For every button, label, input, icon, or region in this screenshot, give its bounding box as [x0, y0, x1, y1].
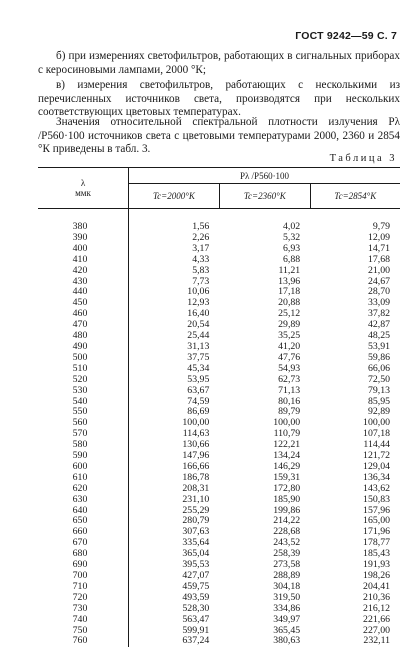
table-row	[38, 636, 400, 647]
cell-value: 53,95	[129, 375, 220, 386]
cell-value: 66,06	[310, 364, 400, 375]
cell-value: 130,66	[129, 440, 220, 451]
table-row	[38, 309, 400, 320]
cell-value: 85,95	[310, 397, 400, 408]
cell-wavelength: 570	[38, 429, 129, 440]
cell-value: 334,86	[219, 604, 310, 615]
cell-value: 110,79	[219, 429, 310, 440]
cell-wavelength: 720	[38, 593, 129, 604]
cell-value: 89,79	[219, 407, 310, 418]
cell-value: 86,69	[129, 407, 220, 418]
table-row	[38, 495, 400, 506]
cell-wavelength: 550	[38, 407, 129, 418]
cell-value: 198,26	[310, 571, 400, 582]
cell-value: 191,93	[310, 560, 400, 571]
cell-wavelength: 480	[38, 331, 129, 342]
cell-value: 335,64	[129, 538, 220, 549]
cell-wavelength: 620	[38, 484, 129, 495]
cell-value: 380,63	[219, 636, 310, 647]
cell-value: 129,04	[310, 462, 400, 473]
cell-value: 165,00	[310, 516, 400, 527]
cell-value: 31,13	[129, 342, 220, 353]
cell-value: 11,21	[219, 266, 310, 277]
column-group-header: Pλ /P560·100	[129, 168, 401, 184]
table-row	[38, 287, 400, 298]
cell-value: 42,87	[310, 320, 400, 331]
cell-value: 2,26	[129, 233, 220, 244]
cell-value: 459,75	[129, 582, 220, 593]
cell-value: 72,50	[310, 375, 400, 386]
cell-value: 29,89	[219, 320, 310, 331]
paragraph-intro	[38, 116, 400, 157]
cell-wavelength: 590	[38, 451, 129, 462]
cell-value: 6,93	[219, 244, 310, 255]
cell-value: 349,97	[219, 615, 310, 626]
cell-value: 100,00	[219, 418, 310, 429]
cell-wavelength: 440	[38, 287, 129, 298]
cell-value: 122,21	[219, 440, 310, 451]
table-row	[38, 538, 400, 549]
cell-value: 365,04	[129, 549, 220, 560]
column-header-2000: Tc=2000°К	[129, 184, 220, 209]
cell-value: 166,66	[129, 462, 220, 473]
cell-wavelength: 760	[38, 636, 129, 647]
table-row	[38, 298, 400, 309]
table-row	[38, 549, 400, 560]
cell-value: 216,12	[310, 604, 400, 615]
cell-value: 304,18	[219, 582, 310, 593]
cell-value: 80,16	[219, 397, 310, 408]
cell-value: 563,47	[129, 615, 220, 626]
table-spacer-row	[38, 209, 400, 223]
table-row	[38, 571, 400, 582]
cell-value: 37,82	[310, 309, 400, 320]
cell-value: 280,79	[129, 516, 220, 527]
cell-value: 107,18	[310, 429, 400, 440]
table-row	[38, 560, 400, 571]
cell-wavelength: 460	[38, 309, 129, 320]
data-table	[38, 167, 400, 647]
table-row	[38, 331, 400, 342]
cell-value: 17,18	[219, 287, 310, 298]
table-row	[38, 615, 400, 626]
table-row	[38, 527, 400, 538]
cell-value: 20,88	[219, 298, 310, 309]
cell-value: 4,33	[129, 255, 220, 266]
cell-value: 37,75	[129, 353, 220, 364]
cell-value: 365,45	[219, 626, 310, 637]
cell-value: 255,29	[129, 506, 220, 517]
table-label: Таблица 3	[330, 153, 397, 164]
cell-wavelength: 660	[38, 527, 129, 538]
lambda-symbol: λ	[38, 178, 128, 188]
cell-value: 228,68	[219, 527, 310, 538]
cell-value: 12,93	[129, 298, 220, 309]
cell-wavelength: 700	[38, 571, 129, 582]
table-row	[38, 516, 400, 527]
cell-value: 92,89	[310, 407, 400, 418]
table-row	[38, 484, 400, 495]
cell-wavelength: 580	[38, 440, 129, 451]
cell-value: 232,11	[310, 636, 400, 647]
cell-wavelength: 430	[38, 277, 129, 288]
cell-value: 178,77	[310, 538, 400, 549]
cell-value: 59,86	[310, 353, 400, 364]
cell-wavelength: 560	[38, 418, 129, 429]
cell-wavelength: 680	[38, 549, 129, 560]
cell-value: 157,96	[310, 506, 400, 517]
cell-wavelength: 380	[38, 222, 129, 233]
table-row	[38, 429, 400, 440]
cell-value: 100,00	[310, 418, 400, 429]
cell-value: 204,41	[310, 582, 400, 593]
cell-value: 134,24	[219, 451, 310, 462]
table-row	[38, 582, 400, 593]
cell-value: 146,29	[219, 462, 310, 473]
cell-value: 427,07	[129, 571, 220, 582]
cell-value: 208,31	[129, 484, 220, 495]
cell-value: 121,72	[310, 451, 400, 462]
cell-wavelength: 690	[38, 560, 129, 571]
cell-wavelength: 470	[38, 320, 129, 331]
table-row	[38, 353, 400, 364]
table-row	[38, 418, 400, 429]
table-row	[38, 255, 400, 266]
cell-wavelength: 390	[38, 233, 129, 244]
column-header-2360: Tc=2360°К	[219, 184, 310, 209]
cell-value: 35,25	[219, 331, 310, 342]
cell-value: 5,83	[129, 266, 220, 277]
table-row	[38, 593, 400, 604]
cell-wavelength: 490	[38, 342, 129, 353]
cell-value: 100,00	[129, 418, 220, 429]
paragraph-intro-text: Значения относительной спектральной плотности излучения Pλ /P560·100 источников света с цветовыми температурами 2000, 2360 и 2854 °К приведены в табл. 3.	[38, 116, 400, 155]
cell-value: 17,68	[310, 255, 400, 266]
cell-wavelength: 410	[38, 255, 129, 266]
cell-value: 273,58	[219, 560, 310, 571]
cell-value: 159,31	[219, 473, 310, 484]
table-row	[38, 397, 400, 408]
cell-wavelength: 750	[38, 626, 129, 637]
cell-wavelength: 670	[38, 538, 129, 549]
table-row	[38, 440, 400, 451]
cell-value: 185,90	[219, 495, 310, 506]
cell-value: 28,70	[310, 287, 400, 298]
cell-value: 258,39	[219, 549, 310, 560]
cell-value: 214,22	[219, 516, 310, 527]
table-row	[38, 320, 400, 331]
column-header-lambda	[38, 168, 129, 209]
paragraph-v-text: в) измерения светофильтров, работающих с несколькими из перечисленных источников света, производятся при нескольких соответствующих цветовых температурах.	[38, 79, 400, 118]
cell-value: 395,53	[129, 560, 220, 571]
cell-wavelength: 730	[38, 604, 129, 615]
cell-value: 21,00	[310, 266, 400, 277]
table-row	[38, 244, 400, 255]
cell-value: 53,91	[310, 342, 400, 353]
cell-wavelength: 530	[38, 386, 129, 397]
cell-value: 114,63	[129, 429, 220, 440]
cell-value: 227,00	[310, 626, 400, 637]
paragraph-b-text: б) при измерениях светофильтров, работающих в сигнальных приборах с керосиновыми лампами, 2000 °К;	[38, 50, 400, 76]
cell-value: 3,17	[129, 244, 220, 255]
cell-wavelength: 420	[38, 266, 129, 277]
table-row	[38, 506, 400, 517]
cell-wavelength: 450	[38, 298, 129, 309]
cell-wavelength: 710	[38, 582, 129, 593]
cell-wavelength: 630	[38, 495, 129, 506]
cell-value: 171,96	[310, 527, 400, 538]
cell-wavelength: 510	[38, 364, 129, 375]
table-row	[38, 233, 400, 244]
cell-value: 288,89	[219, 571, 310, 582]
table-row	[38, 386, 400, 397]
lambda-unit: ммк	[38, 188, 128, 198]
cell-value: 114,44	[310, 440, 400, 451]
cell-value: 143,62	[310, 484, 400, 495]
cell-wavelength: 500	[38, 353, 129, 364]
cell-value: 13,96	[219, 277, 310, 288]
cell-value: 12,09	[310, 233, 400, 244]
cell-value: 7,73	[129, 277, 220, 288]
cell-value: 319,50	[219, 593, 310, 604]
cell-wavelength: 640	[38, 506, 129, 517]
cell-value: 62,73	[219, 375, 310, 386]
cell-value: 9,79	[310, 222, 400, 233]
cell-wavelength: 600	[38, 462, 129, 473]
cell-wavelength: 650	[38, 516, 129, 527]
cell-value: 5,32	[219, 233, 310, 244]
table-row	[38, 375, 400, 386]
cell-value: 48,25	[310, 331, 400, 342]
cell-wavelength: 610	[38, 473, 129, 484]
paragraph-v	[38, 79, 400, 120]
cell-value: 14,71	[310, 244, 400, 255]
cell-value: 71,13	[219, 386, 310, 397]
cell-value: 20,54	[129, 320, 220, 331]
paragraph-b	[38, 50, 400, 77]
cell-value: 599,91	[129, 626, 220, 637]
table-row	[38, 604, 400, 615]
cell-value: 210,36	[310, 593, 400, 604]
cell-value: 528,30	[129, 604, 220, 615]
cell-wavelength: 540	[38, 397, 129, 408]
cell-value: 136,34	[310, 473, 400, 484]
cell-value: 74,59	[129, 397, 220, 408]
cell-value: 79,13	[310, 386, 400, 397]
table-row	[38, 473, 400, 484]
cell-value: 231,10	[129, 495, 220, 506]
table-row	[38, 342, 400, 353]
cell-value: 25,12	[219, 309, 310, 320]
cell-value: 24,67	[310, 277, 400, 288]
cell-value: 16,40	[129, 309, 220, 320]
cell-value: 1,56	[129, 222, 220, 233]
table-row	[38, 364, 400, 375]
cell-value: 45,34	[129, 364, 220, 375]
cell-value: 637,24	[129, 636, 220, 647]
cell-value: 6,88	[219, 255, 310, 266]
table-row	[38, 222, 400, 233]
cell-value: 199,86	[219, 506, 310, 517]
cell-value: 33,09	[310, 298, 400, 309]
cell-value: 172,80	[219, 484, 310, 495]
cell-value: 243,52	[219, 538, 310, 549]
cell-value: 221,66	[310, 615, 400, 626]
cell-value: 63,67	[129, 386, 220, 397]
cell-value: 10,06	[129, 287, 220, 298]
table-body	[38, 209, 400, 647]
table-row	[38, 626, 400, 637]
cell-value: 4,02	[219, 222, 310, 233]
cell-wavelength: 400	[38, 244, 129, 255]
page-header: ГОСТ 9242—59 С. 7	[295, 30, 397, 42]
cell-wavelength: 740	[38, 615, 129, 626]
cell-value: 150,83	[310, 495, 400, 506]
cell-value: 47,76	[219, 353, 310, 364]
table-row	[38, 266, 400, 277]
cell-wavelength: 520	[38, 375, 129, 386]
cell-value: 307,63	[129, 527, 220, 538]
cell-value: 147,96	[129, 451, 220, 462]
table-row	[38, 462, 400, 473]
cell-value: 54,93	[219, 364, 310, 375]
column-header-2854: Tc=2854°К	[310, 184, 400, 209]
cell-value: 493,59	[129, 593, 220, 604]
cell-value: 186,78	[129, 473, 220, 484]
cell-value: 185,43	[310, 549, 400, 560]
table-row	[38, 407, 400, 418]
cell-value: 25,44	[129, 331, 220, 342]
table-row	[38, 277, 400, 288]
cell-value: 41,20	[219, 342, 310, 353]
table-row	[38, 451, 400, 462]
